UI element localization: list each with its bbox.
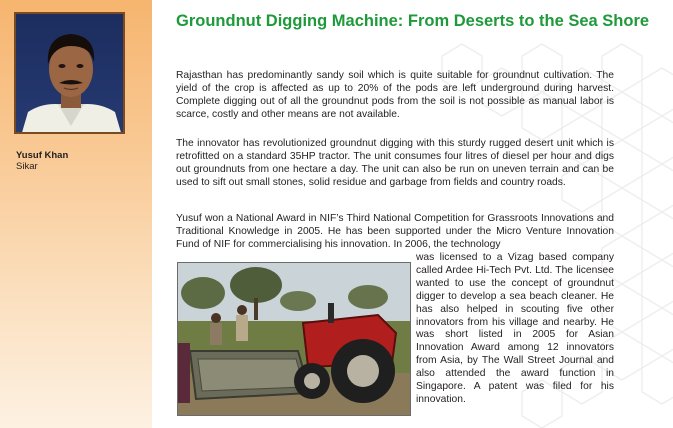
paragraph-award: Yusuf won a National Award in NIF’s Third National Competition for Grassroots Innovations and Traditional Knowledge in 2005. He has been supported under the Micro Venture Innovation Fund of NIF for commercialising his innovation. In 2006, the technology bbox=[176, 213, 614, 250]
sidebar bbox=[0, 0, 152, 428]
author-place: Sikar bbox=[16, 161, 38, 172]
author-name: Yusuf Khan bbox=[16, 150, 69, 161]
portrait-image bbox=[16, 14, 125, 134]
paragraph-innovation: The innovator has revolutionized groundnut digging with this sturdy rugged desert unit which is retrofitted on a standard 35HP tractor. The unit consumes four litres of diesel per hour and digs out groundnuts from one hectare a day. The unit can also be run on uneven terrain and can be used to sift out small stones, solid residue and garbage from fields and country roads. bbox=[176, 138, 614, 188]
tractor-photo bbox=[177, 262, 411, 416]
tractor-image bbox=[178, 263, 411, 416]
paragraph-intro: Rajasthan has predominantly sandy soil which is quite suitable for groundnut cultivation. The yield of the crop is affected as up to 20% of the pods are left underground during harvest. Complete digging out of all the groundnut pods from the soil is not possible as manual labor is scarce, costly and other means are not available. bbox=[176, 70, 614, 120]
author-photo bbox=[14, 12, 125, 134]
page-title: Groundnut Digging Machine: From Deserts to the Sea Shore bbox=[176, 12, 650, 30]
paragraph-award-continued: was licensed to a Vizag based company called Ardee Hi-Tech Pvt. Ltd. The licensee wanted to use the concept of groundnut digger to develop a sea beach cleaner. He has also helped in scouting five other innovators from his village and nearby. He was short listed in 2005 for Asian Innovation Award among 12 innovators from Asia, by The Wall Street Journal and also attended the award function in Singapore. A patent was filed for his innovation. bbox=[416, 252, 614, 405]
